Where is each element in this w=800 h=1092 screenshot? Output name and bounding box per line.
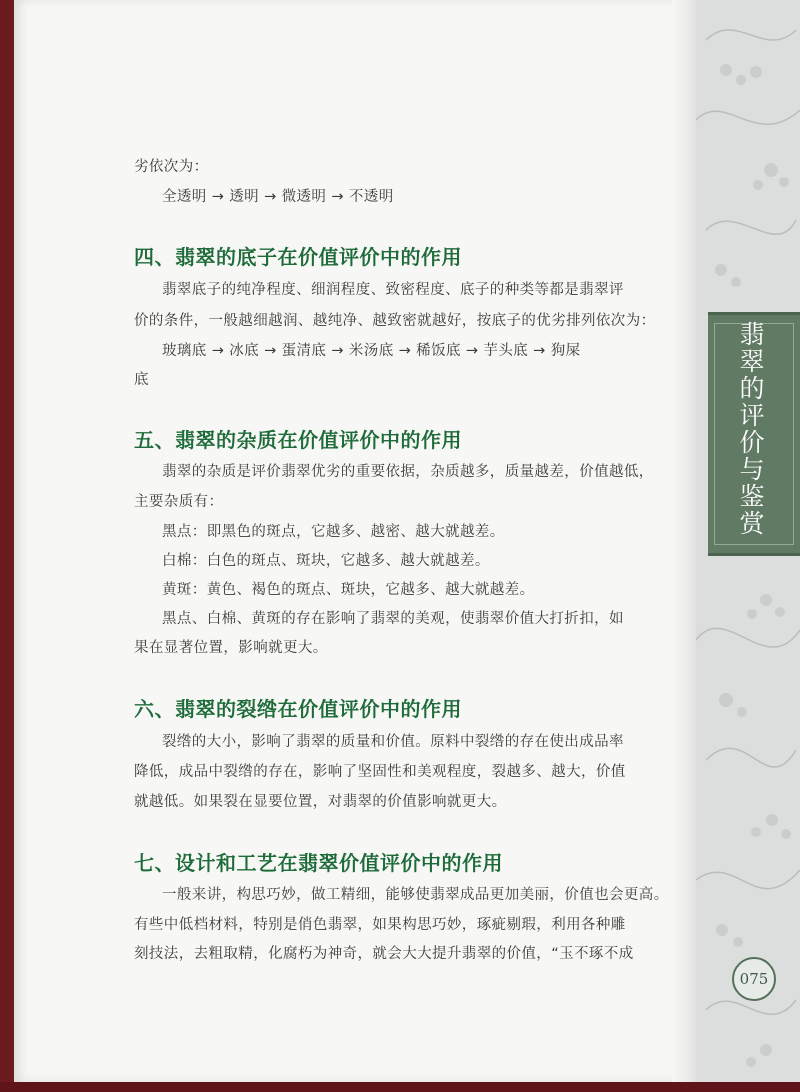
body-text: 一般来讲，构思巧妙，做工精细，能够使翡翠成品更加美丽，价值也会更高。	[162, 887, 669, 903]
book-binding-edge	[0, 1082, 800, 1092]
body-text: 裂绺的大小，影响了翡翠的质量和价值。原料中裂绺的存在使出成品率	[162, 734, 624, 750]
impurity-item: 黑点：即黑色的斑点，它越多、越密、越大就越差。	[162, 524, 505, 540]
section-heading-5: 五、翡翠的杂质在价值评价中的作用	[134, 428, 462, 452]
body-text: 翡翠的杂质是评价翡翠优劣的重要依据，杂质越多，质量越差，价值越低，	[162, 464, 654, 480]
body-text: 刻技法，去粗取精，化腐朽为神奇，就会大大提升翡翠的价值，“玉不琢不成	[134, 946, 634, 962]
chapter-char: 赏	[739, 509, 765, 538]
chapter-tab	[708, 312, 800, 556]
section-heading-6: 六、翡翠的裂绺在价值评价中的作用	[134, 697, 462, 721]
page-edge-shadow	[672, 0, 696, 1082]
chapter-char: 的	[739, 374, 765, 403]
impurity-item: 黄斑：黄色、褐色的斑点、斑块，它越多、越大就越差。	[162, 582, 535, 598]
chapter-char: 评	[739, 401, 765, 430]
body-text: 底	[134, 372, 149, 388]
body-text: 果在显著位置，影响就更大。	[134, 640, 328, 656]
chapter-title	[708, 321, 796, 537]
section-heading-7: 七、设计和工艺在翡翠价值评价中的作用	[134, 851, 503, 875]
section-heading-4: 四、翡翠的底子在价值评价中的作用	[134, 245, 462, 269]
chapter-char: 价	[739, 428, 765, 457]
body-text: 翡翠底子的纯净程度、细润程度、致密程度、底子的种类等都是翡翠评	[162, 282, 624, 298]
page-number: 075	[732, 957, 776, 1001]
body-text: 主要杂质有：	[134, 494, 224, 510]
body-text: 有些中低档材料，特别是俏色翡翠，如果构思巧妙，琢疵剔瑕，利用各种雕	[134, 917, 626, 933]
body-text: 就越低。如果裂在显要位置，对翡翠的价值影响就更大。	[134, 794, 507, 810]
impurity-item: 白棉：白色的斑点、斑块，它越多、越大就越差。	[162, 553, 490, 569]
chapter-char: 鉴	[739, 482, 765, 511]
chapter-char: 与	[739, 455, 765, 484]
transparency-order: 全透明 → 透明 → 微透明 → 不透明	[162, 189, 394, 205]
base-order: 玻璃底 → 冰底 → 蛋清底 → 米汤底 → 稀饭底 → 芋头底 → 狗屎	[162, 343, 581, 359]
body-text: 价的条件，一般越细越润、越纯净、越致密就越好，按底子的优劣排列依次为：	[134, 313, 656, 329]
body-text: 黑点、白棉、黄斑的存在影响了翡翠的美观，使翡翠价值大打折扣，如	[162, 611, 624, 627]
chapter-char: 翠	[739, 347, 765, 376]
body-text: 降低，成品中裂绺的存在，影响了坚固性和美观程度，裂越多、越大，价值	[134, 764, 626, 780]
chapter-char: 翡	[739, 320, 765, 349]
body-text: 劣依次为：	[134, 159, 209, 175]
